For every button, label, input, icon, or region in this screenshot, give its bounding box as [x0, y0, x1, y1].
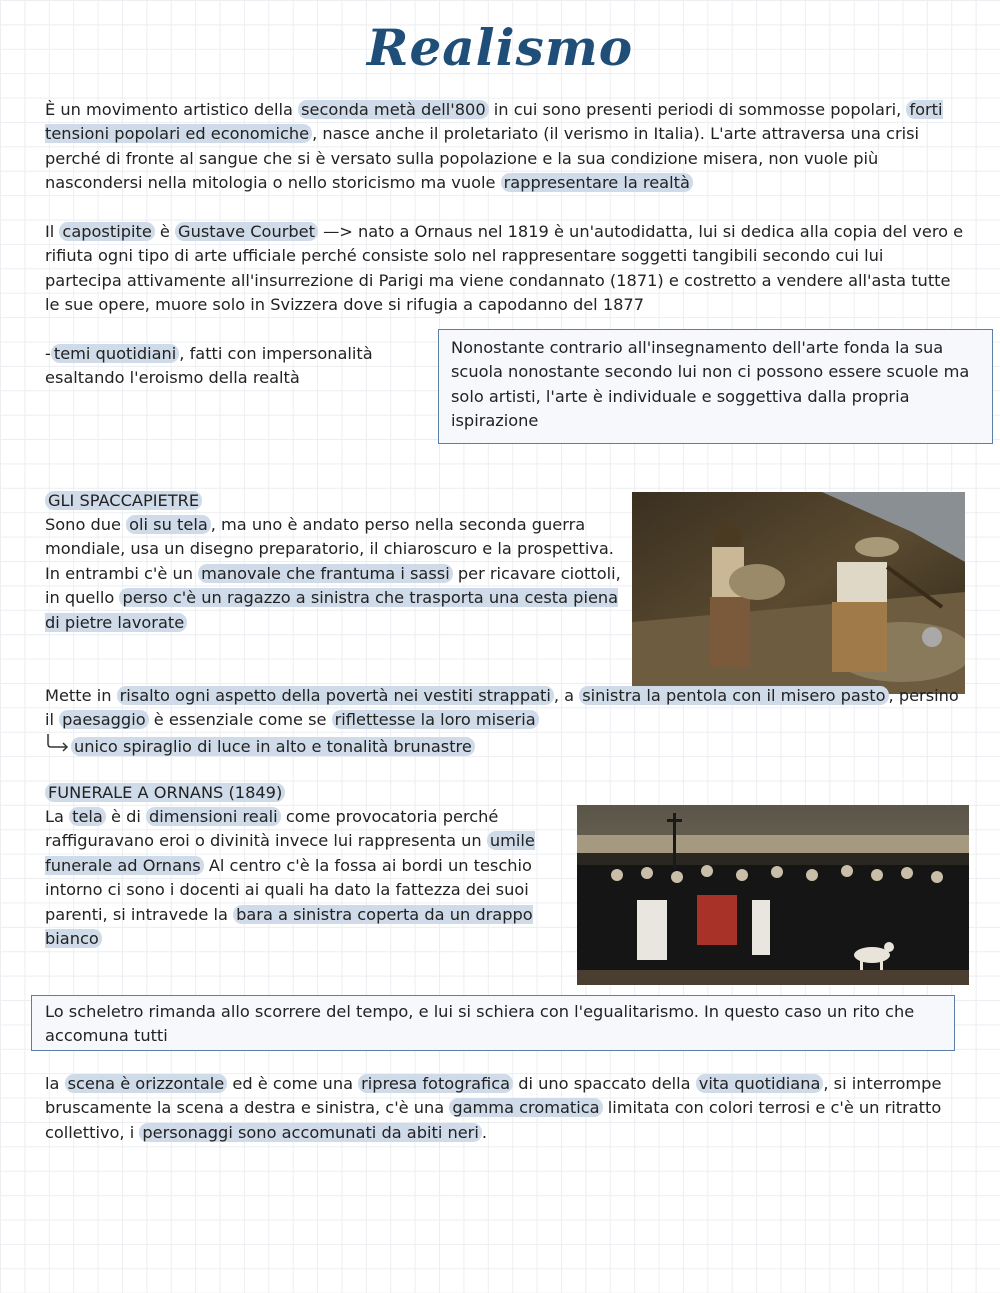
poverta-text-2: , a [553, 686, 580, 705]
scena-text-4: , si interrompe bruscamente la scena a destra e sinistra, c'è una [45, 1074, 942, 1118]
funerale-text-1: La [45, 807, 70, 826]
scena-highlight-5: personaggi sono accomunati da abiti neri [139, 1123, 481, 1142]
spaccapietre-highlight-1: oli su tela [126, 515, 211, 534]
poverta-highlight-4: riflettesse la loro miseria [332, 710, 539, 729]
poverta-highlight-3: paesaggio [59, 710, 148, 729]
spaccapietre-highlight-3: perso c'è un ragazzo a sinistra che trasporta una cesta piena di pietre lavorate [45, 588, 619, 632]
note-box-scheletro-text: Lo scheletro rimanda allo scorrere del tempo, e lui si schiera con l'egualitarismo. In questo caso un rito che accomuna tutti [45, 1002, 915, 1046]
spaccapietre-heading-text: GLI SPACCAPIETRE [45, 491, 202, 510]
intro-text-1: È un movimento artistico della [45, 100, 299, 119]
funerale-heading-text: FUNERALE A ORNANS (1849) [45, 783, 285, 802]
poverta-paragraph [45, 684, 965, 733]
intro-highlight-3: rappresentare la realtà [501, 173, 693, 192]
scena-highlight-1: scena è orizzontale [65, 1074, 228, 1093]
spaccapietre-highlight-2: manovale che frantuma i sassi [198, 564, 453, 583]
courbet-highlight-2: Gustave Courbet [175, 222, 318, 241]
spaccapietre-text-2: , ma uno è andato perso nella seconda guerra mondiale, usa un disegno preparatorio, il chiaroscuro e la prospettiva. In entrambi c'è un [45, 515, 614, 583]
funerale-highlight-2: dimensioni reali [146, 807, 281, 826]
scena-text-5: limitata con colori terrosi e c'è un ritratto collettivo, i [45, 1098, 942, 1142]
poverta-arrow-text: unico spiraglio di luce in alto e tonalità brunastre [71, 737, 475, 756]
return-arrow-icon [45, 732, 71, 759]
poverta-text-1: Mette in [45, 686, 117, 705]
spaccapietre-heading [45, 489, 345, 513]
intro-text-3: , nasce anche il proletariato (il verismo in Italia). L'arte attraversa una crisi perché di fronte al sangue che si è versato sulla popolazione e la sua condizione misera, non vuole più nascondersi nella mitologia o nello storicismo ma vuole [45, 124, 920, 193]
spaccapietre-painting [632, 492, 965, 694]
temi-text-2: , fatti con impersonalità esaltando l'eroismo della realtà [45, 344, 373, 388]
funerale-heading [45, 781, 345, 805]
spaccapietre-text-3: per ricavare ciottoli, in quello [45, 563, 621, 608]
poverta-arrow-line [45, 732, 945, 759]
poverta-text-4: è essenziale come se [148, 710, 332, 730]
funerale-highlight-3: umile funerale ad Ornans [45, 831, 535, 875]
temi-highlight: temi quotidiani [51, 344, 179, 363]
poverta-highlight-1: risalto ogni aspetto della povertà nei vestiti strappati [117, 686, 554, 705]
poverta-highlight-2: sinistra la pentola con il misero pasto [579, 686, 888, 705]
courbet-highlight-1: capostipite [59, 222, 154, 241]
intro-paragraph [45, 98, 965, 196]
temi-paragraph [45, 342, 405, 391]
spaccapietre-text-1: Sono due [45, 515, 127, 534]
temi-text-1: - [45, 344, 51, 363]
spaccapietre-paragraph [45, 513, 623, 635]
funerale-text-3: come provocatoria perché raffiguravano eroi o divinità invece lui rappresenta un [45, 807, 499, 851]
note-box-scheletro [31, 995, 955, 1051]
intro-highlight-1: seconda metà dell'800 [298, 100, 489, 119]
funerale-text-4: Al centro c'è la fossa ai bordi un teschio intorno ci sono i docenti ai quali ha dato la fattezza dei suoi parenti, si intravede la [45, 855, 532, 924]
scena-highlight-4: gamma cromatica [449, 1098, 602, 1117]
funerale-text-2: è di [105, 807, 146, 826]
scena-text-6: . [481, 1122, 487, 1142]
scena-highlight-3: vita quotidiana [696, 1074, 824, 1093]
page-title: Realismo [366, 18, 634, 77]
courbet-text-1: Il [45, 222, 60, 241]
note-box-scuola [438, 329, 993, 444]
funerale-painting [577, 805, 969, 985]
courbet-text-3: —> nato a Ornaus nel 1819 è un'autodidatta, lui si dedica alla copia del vero e rifiuta ogni tipo di arte ufficiale perché consiste solo nel rappresentare soggetti tangibili secondo cui lui partecipa attivamente all'insurrezione di Parigi ma viene condannato (1871) e costretto a vendere all'asta tutte le sue opere, muore solo in Svizzera dove si rifugia a capodanno del 1877 [45, 222, 964, 315]
intro-highlight-2: forti tensioni popolari ed economiche [45, 100, 943, 144]
scena-text-2: ed è come una [227, 1074, 359, 1093]
note-box-scuola-text: Nonostante contrario all'insegnamento dell'arte fonda la sua scuola nonostante secondo lui non ci possono essere scuole ma solo artisti, l'arte è individuale e soggettiva dalla propria ispirazione [451, 338, 970, 431]
courbet-text-2: è [154, 222, 176, 241]
scena-highlight-2: ripresa fotografica [358, 1074, 513, 1093]
intro-text-2: in cui sono presenti periodi di sommosse popolari, [488, 100, 907, 119]
courbet-paragraph [45, 220, 965, 318]
funerale-highlight-1: tela [69, 807, 106, 826]
scena-text-3: di uno spaccato della [513, 1074, 696, 1093]
poverta-text-3: , persino il [45, 686, 959, 730]
scena-paragraph [45, 1072, 970, 1145]
funerale-highlight-4: bara a sinistra coperta da un drappo bianco [45, 904, 533, 949]
scena-text-1: la [45, 1074, 65, 1093]
funerale-paragraph [45, 805, 569, 951]
